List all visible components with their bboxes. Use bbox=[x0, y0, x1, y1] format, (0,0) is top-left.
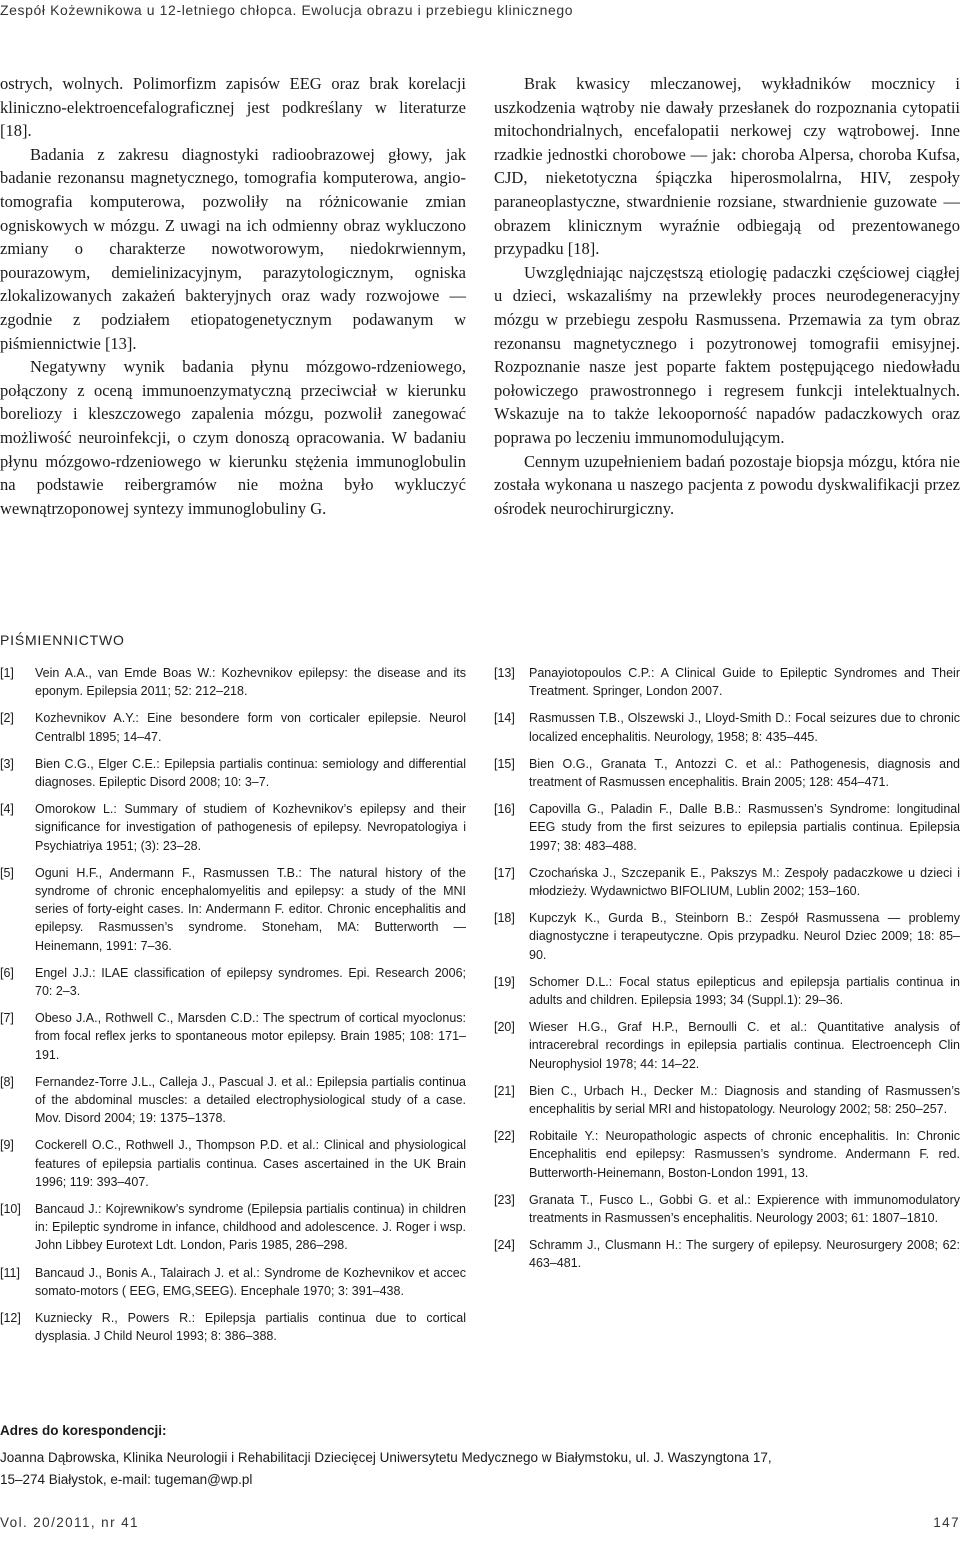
reference-text: Kuzniecky R., Powers R.: Epilepsja partialis continua due to cortical dysplasia. J Child Neurol 1993; 8: 386–388. bbox=[35, 1311, 466, 1344]
reference-item bbox=[0, 709, 466, 745]
reference-text: Bien C.G., Elger C.E.: Epilepsia partialis continua: semiology and differential diagnoses. Epileptic Disord 2008; 10: 3–7. bbox=[35, 756, 466, 790]
body-paragraph: ostrych, wolnych. Polimorfizm zapisów EEG oraz brak korelacji kliniczno-elektroencefalograficznej jest podkreślany w literaturze [18]. bbox=[0, 74, 466, 141]
reference-number: [6] bbox=[0, 965, 14, 980]
reference-text: Capovilla G., Paladin F., Dalle B.B.: Rasmussen’s Syndrome: longitudinal EEG study from the first seizures to epilepsia partialis continua. Epilepsia 1997; 38: 483–488. bbox=[529, 802, 960, 853]
reference-text: Engel J.J.: ILAE classification of epilepsy syndromes. Epi. Research 2006; 70: 2–3. bbox=[35, 965, 466, 999]
reference-item bbox=[494, 709, 960, 745]
reference-text: Bien O.G., Granata T., Antozzi C. et al.: Pathogenesis, diagnosis and treatment of Rasmussen encephalitis. Brain 2005; 128: 454–471. bbox=[529, 756, 960, 790]
reference-text: Vein A.A., van Emde Boas W.: Kozhevnikov epilepsy: the disease and its eponym. Epilepsia 2011; 52: 212–218. bbox=[35, 666, 466, 699]
reference-item bbox=[0, 964, 466, 1000]
reference-text: Rasmussen T.B., Olszewski J., Lloyd-Smith D.: Focal seizures due to chronic localized encephalitis. Neurology, 1958; 8: 435–445. bbox=[529, 711, 960, 744]
reference-number: [8] bbox=[0, 1074, 14, 1089]
reference-text: Schramm J., Clusmann H.: The surgery of epilepsy. Neurosurgery 2008; 62: 463–481. bbox=[529, 1238, 960, 1271]
reference-number: [7] bbox=[0, 1011, 14, 1026]
reference-number: [9] bbox=[0, 1138, 14, 1153]
page-number: 147 bbox=[933, 1515, 960, 1530]
reference-number: [17] bbox=[494, 865, 515, 880]
reference-item bbox=[494, 755, 960, 791]
reference-item bbox=[494, 909, 960, 964]
reference-number: [5] bbox=[0, 865, 14, 880]
references-column-right bbox=[494, 664, 960, 1355]
reference-number: [10] bbox=[0, 1202, 21, 1217]
reference-text: Kupczyk K., Gurda B., Steinborn B.: Zespół Rasmussena — problemy diagnostyczne i terapeutyczne. Opis przypadku. Neurol Dziec 2009; 18: 85–90. bbox=[529, 911, 960, 962]
reference-text: Kozhevnikov A.Y.: Eine besondere form von corticaler epilepsie. Neurol Centralbl 1895; 14–47. bbox=[35, 711, 466, 744]
reference-text: Obeso J.A., Rothwell C., Marsden C.D.: The spectrum of cortical myoclonus: from focal reflex jerks to spontaneous motor epilepsy. Brain 1985; 108: 171–191. bbox=[35, 1011, 466, 1062]
reference-text: Omorokow L.: Summary of studiem of Kozhevnikov’s epilepsy and their significance for investigation of pathogenesis of epilepsy. Nevropatologiya i Psychiatriya 1951; (3): 23–28. bbox=[35, 802, 466, 853]
reference-item bbox=[0, 864, 466, 955]
reference-text: Czochańska J., Szczepanik E., Pakszys M.: Zespoły padaczkowe u dzieci i młodzieży. Wydawnictwo BIFOLIUM, Lublin 2002; 153–160. bbox=[529, 865, 960, 899]
body-text bbox=[0, 72, 960, 520]
reference-text: Fernandez-Torre J.L., Calleja J., Pascual J. et al.: Epilepsia partialis continua of the abdominal muscles: a detailed electrophysiological study of a case. Mov. Disord 2004; 19: 1375–1378. bbox=[35, 1074, 466, 1126]
reference-text: Bancaud J., Bonis A., Talairach J. et al.: Syndrome de Kozhevnikov et accec somato-motors ( EEG, EMG,SEEG). Encephale 1970; 3: 391–438. bbox=[35, 1265, 466, 1298]
reference-item bbox=[494, 1018, 960, 1073]
reference-text: Schomer D.L.: Focal status epilepticus and epilepsja partialis continua in adults and children. Epilepsia 1993; 34 (Suppl.1): 29–36. bbox=[529, 974, 960, 1008]
reference-item bbox=[0, 1200, 466, 1255]
reference-item bbox=[0, 1073, 466, 1128]
reference-item bbox=[494, 800, 960, 855]
body-paragraph: Badania z zakresu diagnostyki radioobrazowej głowy, jak badanie rezonansu magnetycznego, tomografia komputerowa, angio-tomografia komputerowa, pozwoliły na różnicowanie zmian ogniskowych w mózgu. Z uwagi na ich odmienny obraz wykluczono zmiany o charakterze nowotworowym, niedokrwiennym, pourazowym, demielinizacyjnym, parazytologicznym, ogniska zlokalizowanych zakażeń bakteryjnych oraz wady rozwojowe — zgodnie z podziałem etiopatogenetycznym podawanym w piśmiennictwie [13]. bbox=[0, 144, 466, 353]
reference-number: [1] bbox=[0, 666, 14, 680]
body-column-left bbox=[0, 72, 466, 520]
reference-number: [11] bbox=[0, 1265, 20, 1280]
journal-issue: Vol. 20/2011, nr 41 bbox=[0, 1515, 139, 1530]
reference-number: [21] bbox=[494, 1083, 515, 1098]
body-column-right bbox=[494, 72, 960, 520]
reference-item bbox=[494, 1082, 960, 1118]
reference-text: Panayiotopoulos C.P.: A Clinical Guide to Epileptic Syndromes and Their Treatment. Springer, London 2007. bbox=[529, 666, 960, 699]
reference-text: Oguni H.F., Andermann F., Rasmussen T.B.: The natural history of the syndrome of chronic encephalomyelitis and epilepsy: a study of the MNI series of forty-eight cases. In: Andermann F. editor. Chronic encephalitis and epilepsy. Rasmussen’s syndrome. Stoneham, MA: Butterworth — Heinemann, 1991: 7–36. bbox=[35, 865, 466, 953]
body-paragraph: Negatywny wynik badania płynu mózgowo-rdzeniowego, połączony z oceną immunoenzymatyczną przeciwciał w kierunku boreliozy i kleszczowego zapalenia mózgu, pozwolił zanegować możliwość neuroinfekcji, o czym donoszą opracowania. W badaniu płynu mózgowo-rdzeniowego w kierunku stężenia immunoglobulin na podstawie reibergramów nie można było wykluczyć wewnątrzoponowej syntezy immunoglobuliny G. bbox=[0, 357, 466, 518]
reference-item bbox=[494, 973, 960, 1009]
reference-number: [14] bbox=[494, 711, 515, 726]
reference-number: [15] bbox=[494, 756, 515, 771]
references-heading: PIŚMIENNICTWO bbox=[0, 632, 125, 648]
page-footer bbox=[0, 1515, 960, 1530]
reference-item bbox=[494, 1127, 960, 1182]
reference-text: Bancaud J.: Kojrewnikow’s syndrome (Epilepsia partialis continua) in children in: Epileptic syndrome in infance, childhood and adolescence. J. Roger i wsp. John Libbey Eurotext Ldt. London, Paris 1985, 286–298. bbox=[35, 1202, 466, 1253]
reference-item bbox=[0, 755, 466, 791]
references-column-left bbox=[0, 664, 466, 1355]
body-paragraph: Cennym uzupełnieniem badań pozostaje biopsja mózgu, która nie została wykonana u naszego pacjenta z powodu dyskwalifikacji przez ośrodek neurochirurgiczny. bbox=[494, 451, 960, 518]
reference-number: [3] bbox=[0, 756, 14, 771]
correspondence-email-line: 15–274 Białystok, e-mail: tugeman@wp.pl bbox=[0, 1472, 253, 1487]
reference-item bbox=[494, 664, 960, 700]
reference-item bbox=[494, 1191, 960, 1227]
reference-number: [22] bbox=[494, 1129, 515, 1144]
reference-number: [20] bbox=[494, 1020, 515, 1035]
correspondence-address: Joanna Dąbrowska, Klinika Neurologii i Rehabilitacji Dziecięcej Uniwersytetu Medycznego w Białymstoku, ul. J. Waszyngtona 17, bbox=[0, 1450, 772, 1465]
reference-text: Wieser H.G., Graf H.P., Bernoulli C. et al.: Quantitative analysis of intracerebral recordings in epilepsia partialis continua. Electroenceph Clin Neurophysiol 1978; 44: 14–22. bbox=[529, 1020, 960, 1071]
references bbox=[0, 664, 960, 1355]
reference-item bbox=[0, 800, 466, 855]
reference-item bbox=[494, 1236, 960, 1272]
reference-text: Bien C., Urbach H., Decker M.: Diagnosis and standing of Rasmussen’s encephalitis by serial MRI and histopatology. Neurology 2002; 58: 250–257. bbox=[529, 1083, 960, 1117]
reference-number: [18] bbox=[494, 911, 515, 926]
reference-number: [13] bbox=[494, 666, 515, 680]
reference-text: Cockerell O.C., Rothwell J., Thompson P.D. et al.: Clinical and physiological features of epilepsia partialis continua. Cases ascertained in the UK Brain 1996; 119: 393–407. bbox=[35, 1138, 466, 1189]
reference-item bbox=[0, 1136, 466, 1191]
reference-item bbox=[494, 864, 960, 900]
reference-item bbox=[0, 1309, 466, 1345]
reference-number: [12] bbox=[0, 1311, 21, 1326]
reference-item bbox=[0, 1009, 466, 1064]
running-head: Zespół Kożewnikowa u 12-letniego chłopca. Ewolucja obrazu i przebiegu klinicznego bbox=[0, 2, 574, 18]
reference-number: [16] bbox=[494, 802, 515, 817]
reference-number: [23] bbox=[494, 1192, 515, 1207]
reference-number: [19] bbox=[494, 974, 515, 989]
reference-number: [2] bbox=[0, 711, 14, 726]
correspondence-title: Adres do korespondencji: bbox=[0, 1423, 167, 1438]
reference-item bbox=[0, 664, 466, 700]
reference-item bbox=[0, 1264, 466, 1300]
reference-number: [24] bbox=[494, 1238, 515, 1253]
reference-text: Granata T., Fusco L., Gobbi G. et al.: Expierence with immunomodulatory treatments in Rasmussen’s encephalitis. Neurology 2003; 61: 1807–1810. bbox=[529, 1192, 960, 1226]
body-paragraph: Uwzględniając najczęstszą etiologię padaczki częściowej ciągłej u dzieci, wskazaliśmy na przewlekły proces neurodegeneracyjny mózgu w przebiegu zespołu Rasmussena. Przemawia za tym obraz rezonansu magnetycznego i pozytronowej tomografii emisyjnej. Rozpoznanie nasze jest poparte faktem postępującego niedowładu połowiczego prawostronnego i regresem funkcji intelektualnych. Wskazuje na to także lekooporność napadów padaczkowych oraz poprawa po leczeniu immunomodulującym. bbox=[494, 262, 960, 447]
reference-text: Robitaile Y.: Neuropathologic aspects of chronic encephalitis. In: Chronic Encephalitis end epilepsy: Rasmussen’s syndrome. Andermann F. red. Butterworth-Heinemann, Boston-London 1991, 13. bbox=[529, 1129, 960, 1180]
body-paragraph: Brak kwasicy mleczanowej, wykładników mocznicy i uszkodzenia wątroby nie dawały przesłanek do rozpoznania cytopatii mitochondrialnych, encefalopatii nerkowej czy wątrobowej. Inne rzadkie jednostki chorobowe — jak: choroba Alpersa, choroba Kufsa, CJD, nieketotyczna śpiączka hiperosmolalrna, HIV, zespoły paraneoplastyczne, stwardnienie rozsiane, stwardnienie guzowate — obrazem klinicznym wyraźnie odbiegają od prezentowanego przypadku [18]. bbox=[494, 74, 960, 259]
correspondence bbox=[0, 1420, 960, 1491]
reference-number: [4] bbox=[0, 802, 14, 817]
